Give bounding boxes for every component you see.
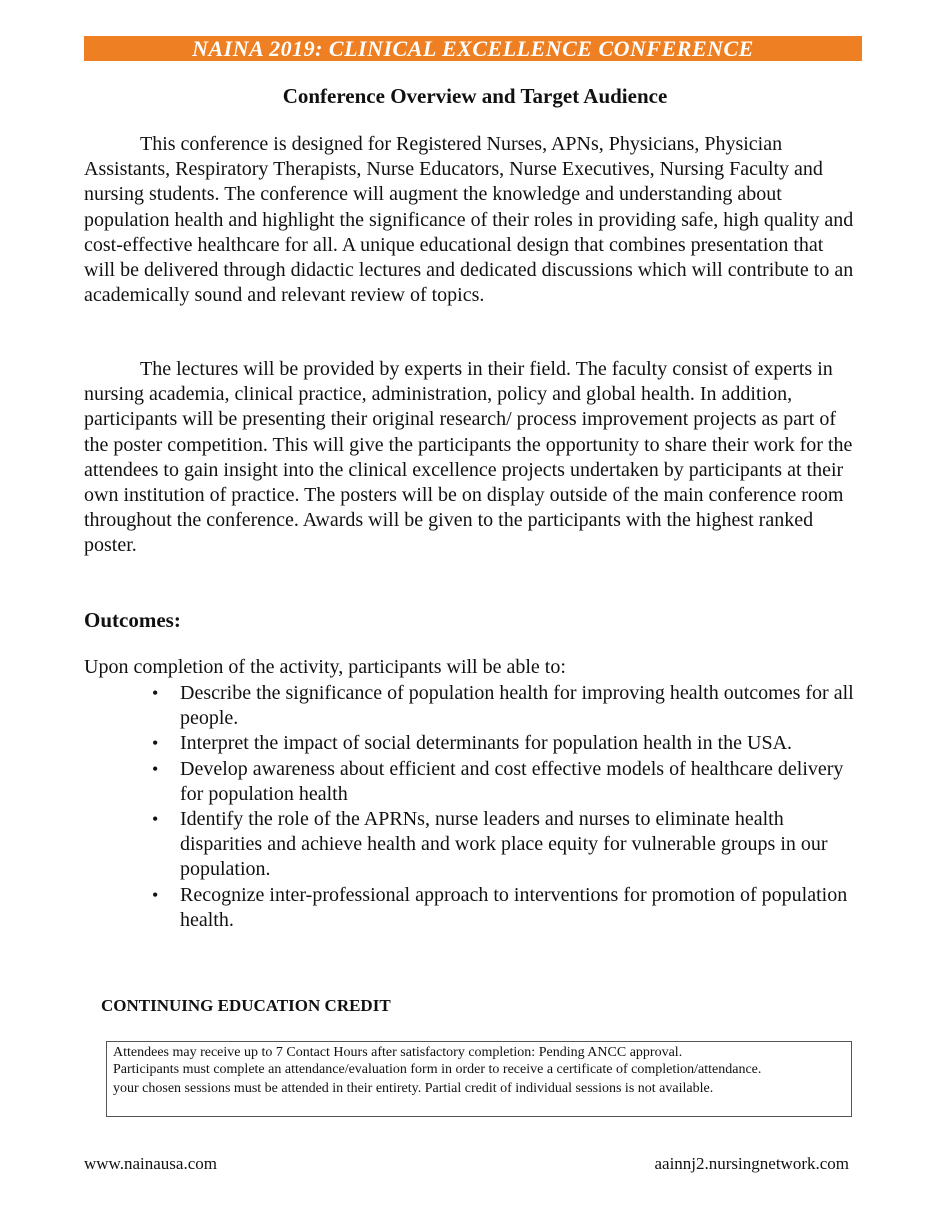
overview-paragraph-2: The lectures will be provided by experts in their field. The faculty consist of experts in nursing academia, clinical practice, administration, policy and global health. In addition, participants will be presenting their original research/ process improvement projects as part of the poster competition. This will give the participants the opportunity to share their work for the attendees to gain insight into the clinical excellence projects undertaken by participants at their own institution of practice. The posters will be on display outside of the main conference room throughout the conference. Awards will be given to the participants with the highest ranked poster. (84, 358, 853, 557)
ce-info-box (106, 1041, 852, 1117)
list-item: • Recognize inter-professional approach to interventions for promotion of population health. (180, 883, 860, 933)
ce-title: CONTINUING EDUCATION CREDIT (101, 996, 391, 1015)
list-item: • Interpret the impact of social determinants for population health in the USA. (180, 731, 860, 756)
conference-banner: NAINA 2019: CLINICAL EXCELLENCE CONFERENCE (84, 36, 862, 61)
ce-line: Attendees may receive up to 7 Contact Hours after satisfactory completion: Pending ANCC approval. (113, 1045, 683, 1060)
ce-line: Participants must complete an attendance/evaluation form in order to receive a certificate of completion/attendance. (113, 1062, 762, 1077)
footer-website-link[interactable]: www.nainausa.com (84, 1154, 217, 1173)
ce-line: your chosen sessions must be attended in their entirety. Partial credit of individual sessions is not available. (113, 1081, 714, 1096)
page-heading: Conference Overview and Target Audience (282, 84, 668, 108)
outcomes-lead: Upon completion of the activity, participants will be able to: (84, 656, 566, 678)
list-item: • Identify the role of the APRNs, nurse leaders and nurses to eliminate health disparities and achieve health and work place equity for vulnerable groups in our population. (180, 807, 860, 883)
overview-paragraph-1: This conference is designed for Registered Nurses, APNs, Physicians, Physician Assistants, Respiratory Therapists, Nurse Educators, Nurse Executives, Nursing Faculty and nursing students. The conference will augment the knowledge and understanding about population health and highlight the significance of their roles in providing safe, high quality and cost-effective healthcare for all. A unique educational design that combines presentation that will be delivered through didactic lectures and dedicated discussions which will contribute to an academically sound and relevant review of topics. (84, 133, 854, 307)
list-item: • Develop awareness about efficient and cost effective models of healthcare delivery for population health (180, 757, 860, 807)
footer-network-link[interactable]: aainnj2.nursingnetwork.com (654, 1154, 849, 1173)
list-item: • Describe the significance of population health for improving health outcomes for all people. (180, 681, 860, 731)
outcomes-title: Outcomes: (84, 608, 181, 632)
outcomes-list (180, 681, 860, 933)
